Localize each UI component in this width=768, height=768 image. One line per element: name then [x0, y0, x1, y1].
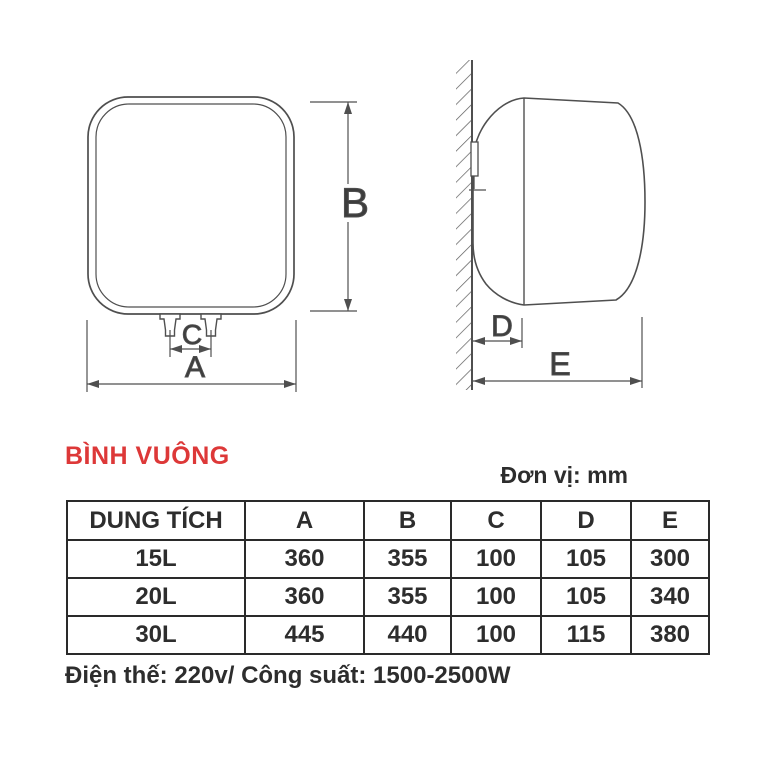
table-header-row — [67, 501, 709, 540]
capacity-cell: 20L — [67, 578, 245, 616]
dimension-cell: 105 — [541, 578, 631, 616]
dimension-label-c: C — [181, 319, 203, 350]
capacity-cell: 30L — [67, 616, 245, 654]
dimension-cell: 445 — [245, 616, 364, 654]
dimension-cell: 340 — [631, 578, 709, 616]
product-title: BÌNH VUÔNG — [65, 442, 230, 470]
table-row — [67, 540, 709, 578]
unit-note: Đơn vị: mm — [500, 462, 628, 488]
dimension-cell: 440 — [364, 616, 451, 654]
dimension-label-e: E — [549, 346, 571, 382]
column-header-d: D — [541, 501, 631, 540]
dimension-cell: 100 — [451, 540, 541, 578]
column-header-a: A — [245, 501, 364, 540]
dimension-cell: 300 — [631, 540, 709, 578]
heater-front-inner-outline — [96, 104, 286, 307]
heater-side-outline — [473, 98, 645, 305]
dimension-cell: 115 — [541, 616, 631, 654]
column-header-b: B — [364, 501, 451, 540]
dimension-label-a: A — [184, 351, 206, 384]
table-row — [67, 616, 709, 654]
front-view-drawing — [87, 97, 369, 392]
table-row — [67, 578, 709, 616]
dimension-cell: 380 — [631, 616, 709, 654]
wall-hatching — [456, 60, 472, 390]
heater-front-outer-outline — [88, 97, 294, 314]
dimension-cell: 355 — [364, 540, 451, 578]
capacity-cell: 15L — [67, 540, 245, 578]
dimension-cell: 100 — [451, 578, 541, 616]
column-header-e: E — [631, 501, 709, 540]
side-view-drawing — [456, 60, 645, 390]
dimension-label-d: D — [491, 310, 513, 343]
dimension-cell: 355 — [364, 578, 451, 616]
dimension-label-b: B — [340, 179, 370, 226]
dimension-cell: 360 — [245, 540, 364, 578]
column-header-capacity: DUNG TÍCH — [67, 501, 245, 540]
dimension-cell: 360 — [245, 578, 364, 616]
column-header-c: C — [451, 501, 541, 540]
power-note: Điện thế: 220v/ Công suất: 1500-2500W — [65, 662, 511, 689]
dimension-cell: 105 — [541, 540, 631, 578]
dimension-cell: 100 — [451, 616, 541, 654]
dimension-table — [66, 500, 710, 655]
